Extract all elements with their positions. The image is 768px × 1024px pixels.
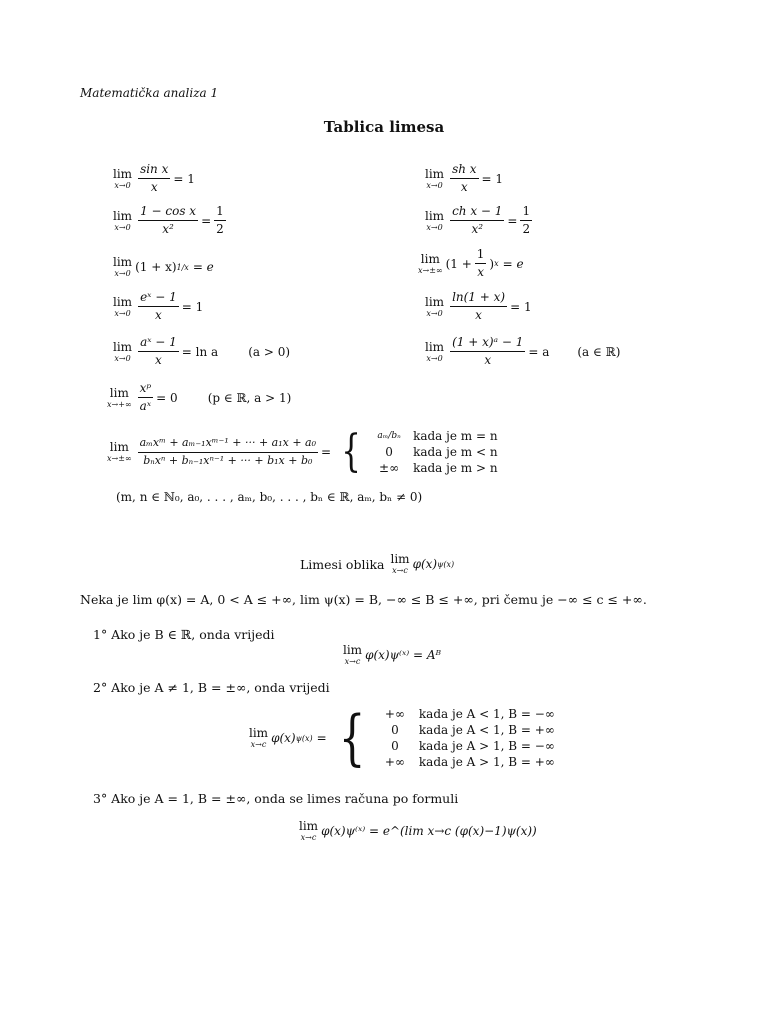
document-header: Matematička analiza 1 <box>80 86 219 100</box>
limit-cosx: lim x→0 $\frac{\text{1 − cos x}}{\text{x²}}$ = $\frac{1}{2}$ <box>113 204 224 237</box>
limit-e1: lim x→0 (1 + x) 1/x = e <box>113 255 214 278</box>
limit-sinx: lim x→0 $\frac{\text{sin x}}{x}$ = 1 <box>113 162 195 195</box>
case3-formula: lim x→c φ(x)ψ⁽ˣ⁾ = e^(lim x→c (φ(x)−1)ψ(x)) <box>299 819 537 842</box>
case3-text: 3° Ako je A = 1, B = ±∞, onda se limes računa po formuli <box>93 791 459 806</box>
limit-xp-ax: lim x→+∞ $\frac{\text{xᵖ}}{\text{aˣ}}$ = 0 (p ∈ ℝ, a > 1) <box>107 381 292 414</box>
limit-ln: lim x→0 $\frac{\ln(1 + x)}{x}$ = 1 <box>425 290 532 323</box>
limit-rational: lim x→±∞ $\frac{\text{aₘxᵐ + aₘ₋₁xᵐ⁻¹ + ··· + a₁x + a₀}}{\text{bₙxⁿ + bₙ₋₁xⁿ⁻¹ + ··· + b₁x + b₀}}$ = { aₘ/bₙ kada je m = n 0 kada je m < n ±∞ kada je m > n <box>107 426 498 477</box>
limit-ax: lim x→0 $\frac{\text{aˣ − 1}}{x}$ = ln a (a > 0) <box>113 335 291 368</box>
limit-ex: lim x→0 $\frac{\text{eˣ − 1}}{x}$ = 1 <box>113 290 204 323</box>
case1-text: 1° Ako je B ∈ ℝ, onda vrijedi <box>93 627 275 642</box>
rational-conditions: (m, n ∈ ℕ₀, a₀, . . . , aₘ, b₀, . . . , bₙ ∈ ℝ, aₘ, bₙ ≠ 0) <box>116 490 423 504</box>
case1-formula: lim x→c φ(x)ψ⁽ˣ⁾ = Aᴮ <box>343 643 442 666</box>
limit-e2: lim x→±∞ (1 + $\frac{1}{x}$ ) x = e <box>418 247 524 280</box>
limit-power: lim x→0 $\frac{\text{(1 + x)ᵃ − 1}}{x}$ = a (a ∈ ℝ) <box>425 335 621 368</box>
page-title: Tablica limesa <box>323 118 445 136</box>
case2-text: 2° Ako je A ≠ 1, B = ±∞, onda vrijedi <box>93 680 330 695</box>
limit-shx: lim x→0 $\frac{\text{sh x}}{x}$ = 1 <box>425 162 504 195</box>
intro-text: Neka je lim φ(x) = A, 0 < A ≤ +∞, lim ψ(x) = B, −∞ ≤ B ≤ +∞, pri čemu je −∞ ≤ c ≤ +∞. <box>80 592 647 607</box>
limit-chx: lim x→0 $\frac{\text{ch x − 1}}{\text{x²}}$ = $\frac{1}{2}$ <box>425 204 531 237</box>
section-title: Limesi oblika lim x→c φ(x) ψ(x) <box>300 552 455 575</box>
case2-formula: lim x→c φ(x) ψ(x) = { +∞ kada je A < 1, B = −∞ 0 kada je A < 1, B = +∞ 0 kada je A > 1, B = −∞ +∞ kada je A > 1, B = +∞ <box>249 703 555 773</box>
